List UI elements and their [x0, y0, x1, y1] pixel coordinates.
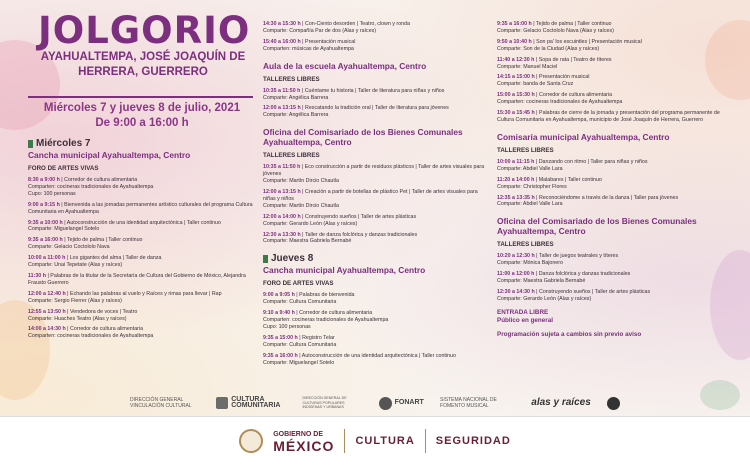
event-item — [497, 57, 722, 71]
event-line — [263, 310, 491, 317]
event-presenter: Comparte: Unai Tepetate (Alas y raíces) — [28, 262, 123, 269]
event-time: 12:30 a 13:30 h — [263, 231, 301, 238]
event-description: Presentación musical — [539, 74, 590, 81]
logo-sistema-musical — [440, 397, 515, 409]
event-line — [497, 92, 722, 99]
hours-text: De 9:00 a 16:00 h — [95, 117, 189, 129]
event-time: 10:35 a 11:50 h — [263, 164, 301, 171]
event-line — [28, 202, 260, 216]
day-label: Miércoles 7 — [36, 138, 91, 149]
event-line — [28, 309, 260, 316]
event-presenter: Comparte: Angélica Barrera — [263, 94, 329, 101]
event-presenter: Comparte: Abdiel Valle Lara — [497, 165, 563, 172]
separator: | — [534, 288, 540, 295]
footer-divider — [344, 429, 345, 453]
event-time: 11:40 a 12:30 h — [497, 56, 535, 63]
separator: | — [297, 334, 303, 341]
seguridad-logo: SEGURIDAD — [435, 435, 511, 447]
event-time: 10:00 a 11:00 h — [28, 255, 66, 262]
event-presenter: Comparte: Abdiel Valle Lara — [497, 201, 563, 208]
event-description: Construyendo sueños | Taller de artes plásticas — [539, 288, 651, 295]
event-description: Tejido de palma | Taller continuo — [535, 21, 612, 27]
event-item — [263, 189, 491, 210]
event-presenter: Comparte: banda de Santa Cruz — [497, 81, 574, 88]
event-description: Corredor de cultura alimentaria — [70, 326, 144, 333]
event-time: 12:00 a 13:15 h — [263, 105, 301, 112]
logo-text: DIRECCIÓN GENERAL VINCULACIÓN CULTURAL — [130, 397, 192, 409]
separator: | — [534, 56, 539, 63]
event-presenter: Comparten: cocineras tradicionales de Ayahualtempa — [497, 99, 623, 106]
event-time: 11:00 a 12:00 h — [497, 271, 535, 278]
event-line — [497, 253, 722, 260]
event-presenter: Comparte: Cultura Comunitaria — [263, 299, 337, 306]
separator: | — [534, 271, 539, 278]
logo-text: CULTURA COMUNITARIA — [231, 396, 281, 409]
event-item — [497, 271, 722, 285]
poster-title: JOLGORIO — [38, 9, 251, 52]
event-description: Presentación musical — [305, 38, 356, 45]
event-presenter: Comparte: Gelacio Coctololo Nava — [28, 244, 110, 251]
event-item — [263, 232, 491, 246]
emblem-icon — [607, 397, 620, 410]
event-item — [497, 195, 722, 209]
event-line — [263, 21, 491, 28]
event-item — [28, 177, 260, 198]
logo-fonart — [379, 397, 424, 410]
day-marker-icon — [28, 140, 33, 148]
event-description: Corredor de cultura alimentaria — [299, 310, 373, 317]
event-item — [263, 21, 491, 35]
event-line — [497, 289, 722, 296]
event-presenter: Comparte: Compañía Par de dos (Alas y raíces) — [263, 27, 377, 34]
event-item — [497, 177, 722, 191]
event-description: Autoconstrucción de una identidad arquitectónica | Taller continuo — [301, 352, 456, 359]
separator: | — [65, 255, 70, 262]
event-description: Autoconstrucción de una identidad arquitectónica | Taller continuo — [66, 219, 221, 226]
separator: | — [294, 292, 300, 299]
government-footer — [0, 416, 750, 465]
event-item — [497, 159, 722, 173]
event-description: Son pa' los escuintles | Presentación musical — [536, 38, 642, 45]
event-time: 11:20 a 14:00 h — [497, 176, 535, 183]
event-line — [497, 39, 722, 46]
decoration — [700, 380, 740, 410]
event-time: 12:35 a 13:35 h — [497, 194, 535, 201]
event-item — [28, 202, 260, 216]
event-time: 9:35 a 15:00 h — [263, 334, 298, 341]
separator: | — [534, 176, 539, 183]
separator: | — [534, 92, 540, 99]
event-item — [263, 88, 491, 102]
publico-general: Público en general — [497, 316, 553, 324]
event-line — [28, 237, 260, 244]
day-marker-icon — [263, 255, 268, 263]
separator: | — [62, 237, 67, 244]
event-description: Corredor de cultura alimentaria — [539, 92, 613, 99]
footer-divider — [425, 429, 426, 453]
event-item — [497, 92, 722, 106]
venue: Aula de la escuela Ayahualtempa, Centro — [263, 60, 427, 71]
event-time: 9:50 a 10:40 h — [497, 38, 532, 45]
day-label: Jueves 8 — [271, 253, 314, 265]
event-presenter: Comparte: Martín Dircio Chautla — [263, 178, 339, 185]
separator: | — [65, 290, 71, 297]
event-line — [497, 21, 722, 28]
dates-text: Miércoles 7 y jueves 8 de julio, 2021 — [43, 102, 241, 114]
event-time: 8:30 a 9:00 h — [28, 177, 60, 183]
separator: | — [534, 253, 539, 260]
poster-subtitle: AYAHUALTEMPA, JOSÉ JOAQUÍN DE HERRERA, GUERRERO — [40, 51, 246, 78]
event-capacity: Cupo: 100 personas — [28, 190, 76, 197]
separator: | — [294, 310, 300, 317]
logo-text: SISTEMA NACIONAL DE FOMENTO MUSICAL — [440, 397, 497, 409]
event-list — [263, 88, 491, 120]
venue: Comisaría municipal Ayahualtempa, Centro — [497, 131, 670, 142]
separator: | — [59, 201, 65, 208]
event-item — [28, 291, 260, 305]
event-item — [263, 353, 491, 367]
entrada-libre: ENTRADA LIBRE — [497, 308, 549, 316]
separator: | — [531, 38, 537, 45]
event-list — [497, 21, 722, 124]
event-item — [263, 39, 491, 53]
separator: | — [65, 326, 71, 333]
event-time: 9:00 a 9:15 h — [28, 201, 60, 208]
event-description: Cuéntame tu historia | Taller de literatura para niñas y niños — [304, 87, 445, 94]
event-presenter: Comparte: Huaches Teatro (Alas y raíces) — [28, 315, 127, 322]
separator: | — [297, 352, 302, 359]
cultura-comunitaria-icon — [216, 397, 228, 409]
event-dates — [28, 101, 256, 131]
event-description: Tejido de palma | Taller continuo — [66, 237, 143, 244]
event-presenter: Comparte: Son de la Ciudad (Alas y raíces) — [497, 45, 600, 52]
separator: | — [534, 194, 540, 201]
venue: Cancha municipal Ayahualtempa, Centro — [263, 265, 426, 276]
event-list — [28, 177, 260, 340]
separator: | — [300, 213, 306, 220]
separator: | — [45, 272, 51, 279]
category: FORO DE ARTES VIVAS — [263, 280, 334, 288]
event-time: 10:35 a 11:50 h — [263, 87, 301, 94]
event-description: Vendedora de voces | Teatro — [70, 308, 138, 315]
event-time: 10:00 a 11:15 h — [497, 158, 535, 165]
category: FORO DE ARTES VIVAS — [28, 165, 99, 172]
logo-alas-raices — [531, 397, 591, 408]
event-time: 15:30 a 15:45 h — [497, 110, 535, 117]
event-presenter: Comparte: Sergio Fierrer (Alas y raíces) — [28, 297, 122, 304]
event-capacity: Cupo: 100 personas — [263, 323, 311, 330]
event-presenter: Comparten: músicas de Ayahualtempa — [263, 45, 354, 52]
event-list — [497, 253, 722, 302]
venue: Oficina del Comisariado de los Bienes Comunales Ayahualtempa, Centro — [263, 127, 463, 148]
mexico-text: MÉXICO — [273, 437, 335, 454]
venue: Oficina del Comisariado de los Bienes Comunales Ayahualtempa, Centro — [497, 216, 697, 237]
event-time: 9:35 a 10:00 h — [28, 219, 63, 226]
event-time: 12:55 a 13:50 h — [28, 308, 66, 315]
category: TALLERES LIBRES — [263, 75, 320, 83]
event-line — [28, 220, 260, 227]
event-time: 12:00 a 13:15 h — [263, 188, 301, 195]
separator: | — [300, 231, 305, 238]
event-description: Danza folclórica y danzas tradicionales — [538, 271, 631, 278]
event-description: Echando las palabras al vuelo y Raíces y rimas para llevar | Rap — [70, 290, 222, 297]
event-line — [497, 74, 722, 81]
event-presenter: Comparte: Manuel Maciel — [497, 63, 558, 70]
event-time: 15:00 a 15:30 h — [497, 92, 535, 99]
event-time: 12:00 a 12:40 h — [28, 290, 66, 297]
event-item — [28, 326, 260, 340]
separator: | — [62, 219, 67, 226]
mexico-seal-icon — [239, 429, 263, 453]
event-line — [28, 326, 260, 333]
event-item — [497, 110, 722, 124]
gobierno-text: GOBIERNO DE — [273, 430, 323, 438]
day-heading — [263, 253, 491, 265]
disclaimer: Programación sujeta a cambios sin previo aviso — [497, 330, 642, 338]
event-line — [263, 232, 491, 239]
logo-text: FONART — [394, 399, 424, 406]
event-description: Corredor de cultura alimentaria — [64, 177, 138, 183]
event-time: 10:20 a 12:30 h — [497, 253, 535, 260]
event-description: Danzando con ritmo | Taller para niñas y niños — [538, 158, 648, 165]
event-presenter: Comparte: Gelacio Coctololo Nava (Alas y raíces) — [497, 27, 614, 34]
event-line — [28, 177, 260, 184]
event-line — [28, 255, 260, 262]
event-presenter: Comparte: Christopher Flores — [497, 183, 567, 190]
event-presenter: Comparten: cocineras tradicionales de Ayahualtempa — [263, 317, 389, 324]
event-line — [497, 195, 722, 202]
event-presenter: Comparte: Gerardo León (Alas y raíces) — [497, 295, 592, 302]
event-presenter: Comparte: Miguelangel Sotelo — [263, 359, 335, 366]
column-2 — [263, 17, 491, 366]
event-item — [28, 273, 260, 287]
event-list — [263, 292, 491, 366]
event-item — [28, 309, 260, 323]
event-item — [263, 105, 491, 119]
event-line — [263, 189, 491, 203]
event-item — [497, 39, 722, 53]
separator: | — [300, 164, 305, 171]
column-1 — [28, 138, 260, 340]
logo-culturas-populares — [302, 396, 362, 409]
event-description: Palabras de bienvenida — [299, 292, 355, 299]
event-time: 14:30 a 15:30 h — [263, 21, 301, 27]
logo-text: alas y raíces — [531, 397, 591, 408]
event-line — [497, 271, 722, 278]
fonart-icon — [379, 397, 392, 410]
event-item — [497, 21, 722, 35]
event-time: 9:10 a 9:40 h — [263, 310, 295, 317]
separator: | — [534, 158, 539, 165]
event-description: Malabares | Taller continuo — [538, 176, 602, 183]
event-item — [263, 164, 491, 185]
event-description: Palabras de la titular de la Secretaría de Cultura del Gobierno de México, Alejandra Frausto Guerrero — [28, 272, 246, 286]
event-time: 9:35 a 16:00 h — [263, 352, 298, 359]
event-time: 9:35 a 16:00 h — [497, 21, 532, 27]
event-presenter: Comparte: Angélica Barrera — [263, 112, 329, 119]
separator: | — [65, 308, 71, 315]
event-item — [497, 253, 722, 267]
logo-vinculacion — [130, 397, 200, 409]
event-item — [263, 214, 491, 228]
event-list — [497, 159, 722, 208]
event-time: 11:30 h — [28, 272, 46, 279]
gobierno-logo — [273, 430, 334, 453]
event-description: Bienvenida a las jornadas permanentes artístico culturales del programa Cultura Comunitaria en Ayahualtempa — [28, 201, 253, 215]
event-presenter: Comparte: Maestra Gabriela Bernabé — [497, 278, 586, 285]
separator: | — [531, 21, 536, 27]
event-line — [497, 177, 722, 184]
cultura-logo: CULTURA — [355, 435, 415, 447]
event-line — [263, 164, 491, 178]
separator: | — [300, 21, 306, 27]
partner-logos — [130, 392, 620, 414]
event-item — [263, 310, 491, 331]
separator: | — [534, 110, 540, 117]
event-line — [263, 214, 491, 221]
event-presenter: Comparte: Martín Dircio Chautla — [263, 202, 339, 209]
event-description: Construyendo sueños | Taller de artes plásticas — [305, 213, 417, 220]
venue: Cancha municipal Ayahualtempa, Centro — [28, 150, 191, 160]
category: TALLERES LIBRES — [263, 152, 320, 160]
logo-emblem — [607, 397, 620, 410]
event-line — [263, 39, 491, 46]
event-description: Registro Telar — [302, 334, 335, 341]
day-heading — [28, 138, 260, 150]
title-divider — [28, 96, 253, 98]
column-3 — [497, 17, 722, 339]
event-description: Palabras de cierre de la jornada y presentación del programa permanente de Cultura Comunitaria en Ayahualtempa, municipio de José Joaquín de Herrera, Guerrero — [497, 110, 720, 123]
event-time: 12:30 a 14:30 h — [497, 288, 535, 295]
event-description: Eco construcción a partir de residuos plásticos | Taller de artes visuales para jóvenes — [263, 164, 485, 178]
event-description: Los gigantes del alma | Taller de danza — [69, 255, 162, 262]
event-description: Taller de juegos teatrales y títeres — [538, 253, 619, 260]
event-item — [263, 292, 491, 306]
category: TALLERES LIBRES — [497, 146, 554, 154]
separator: | — [534, 74, 540, 81]
event-time: 14:15 a 15:00 h — [497, 74, 535, 81]
event-list — [263, 164, 491, 245]
event-line — [263, 105, 491, 112]
event-presenter: Comparte: Maestra Gabriela Bernabé — [263, 238, 352, 245]
event-line — [28, 291, 260, 298]
event-line — [263, 353, 491, 360]
event-description: Taller de danza folclórica y danzas tradicionales — [304, 231, 418, 238]
event-line — [263, 335, 491, 342]
event-line — [28, 273, 260, 287]
event-description: Creación a partir de botellas de plástico Pet | Taller de artes visuales para niñas y niños — [263, 188, 478, 202]
logo-text: DIRECCIÓN GENERAL DE CULTURAS POPULARES INDÍGENAS Y URBANAS — [302, 396, 347, 410]
separator: | — [59, 177, 65, 183]
event-time: 12:00 a 14:00 h — [263, 213, 301, 220]
event-presenter: Comparten: cocineras tradicionales de Ayahualtempa — [28, 183, 154, 190]
separator: | — [300, 188, 306, 195]
event-item — [497, 74, 722, 88]
event-time: 14:00 a 14:30 h — [28, 326, 66, 333]
event-presenter: Comparten: cocineras tradicionales de Ayahualtempa — [28, 333, 154, 340]
entry-info — [497, 309, 722, 325]
event-time: 9:35 a 16:00 h — [28, 237, 63, 244]
logo-cultura-comunitaria — [216, 397, 286, 409]
event-description: Rescatando la tradición oral | Taller de literatura para jóvenes — [305, 105, 449, 112]
event-item — [28, 255, 260, 269]
event-presenter: Comparte: Mónica Bajonero — [497, 260, 563, 267]
event-description: Reconociéndome a través de la danza | Taller para jóvenes — [539, 194, 679, 201]
event-line — [497, 57, 722, 64]
event-description: Sopa de rata | Teatro de títeres — [538, 56, 612, 63]
event-item — [28, 220, 260, 234]
event-presenter: Comparte: Cultura Comunitaria — [263, 341, 337, 348]
event-presenter: Comparte: Gerardo León (Alas y raíces) — [263, 220, 358, 227]
event-line — [263, 88, 491, 95]
event-line — [497, 110, 722, 124]
separator: | — [300, 105, 306, 112]
event-description: Con-Ciento desorden | Teatro, clown y ronda — [305, 21, 410, 27]
event-line — [263, 292, 491, 299]
category: TALLERES LIBRES — [497, 241, 554, 249]
event-item — [28, 237, 260, 251]
separator: | — [300, 87, 305, 94]
event-list — [263, 21, 491, 53]
event-item — [263, 335, 491, 349]
event-time: 15:40 a 16:00 h — [263, 38, 301, 45]
event-time: 9:00 a 9:05 h — [263, 292, 295, 299]
separator: | — [300, 38, 306, 45]
event-item — [497, 289, 722, 303]
event-presenter: Comparte: Miguelangel Sotelo — [28, 226, 100, 233]
event-line — [497, 159, 722, 166]
